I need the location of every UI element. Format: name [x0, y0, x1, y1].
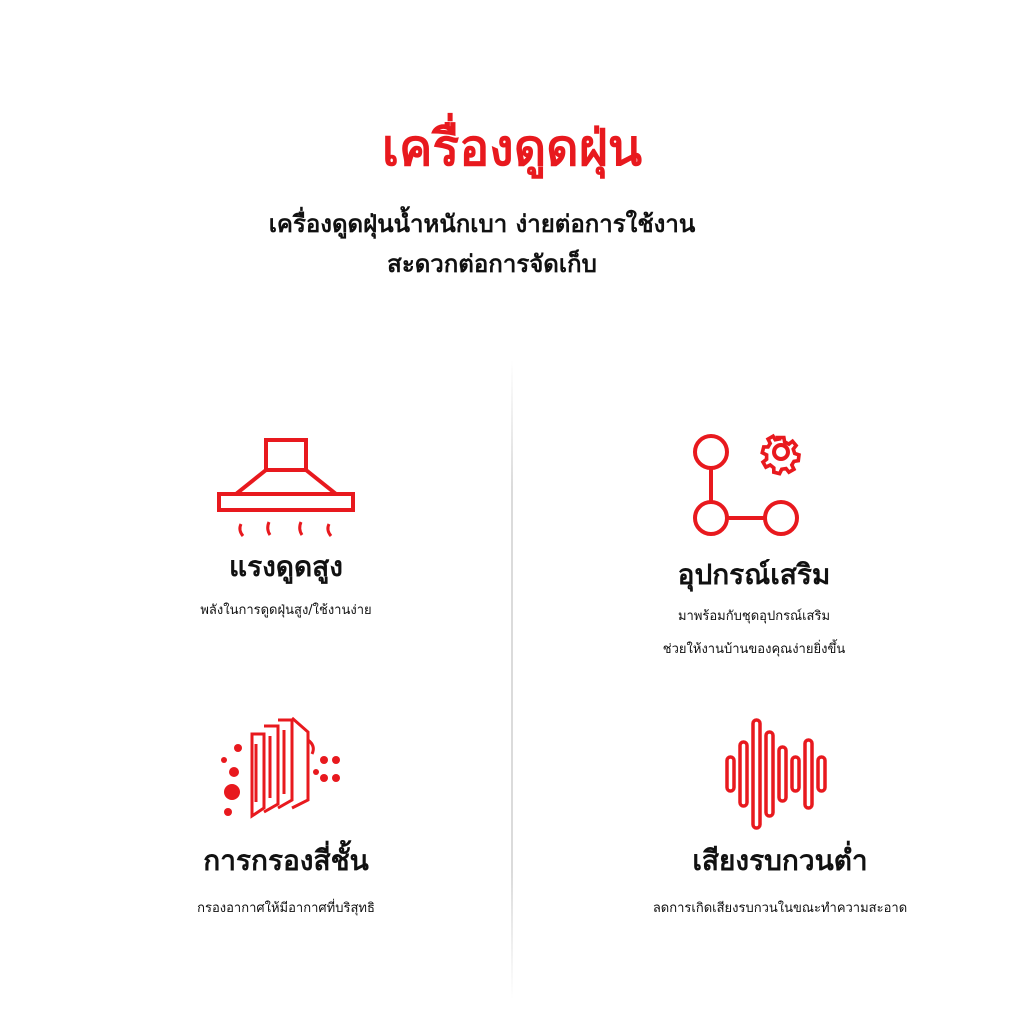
feature-four-layer-filter [96, 712, 476, 917]
feature-title: แรงดูดสูง [229, 550, 343, 583]
filter-layers-icon [216, 712, 356, 822]
subtitle-line-1: เครื่องดูดฝุ่นน้ำหนักเบา ง่ายต่อการใช้งาน [268, 210, 696, 238]
feature-title: เสียงรบกวนต่ำ [692, 844, 868, 877]
feature-description-line-2: ช่วยให้งานบ้านของคุณง่ายยิ่งขึ้น [662, 642, 846, 658]
page-title: เครื่องดูดฝุ่น [381, 119, 643, 177]
accessories-gear-icon [689, 430, 819, 540]
feature-description: ลดการเกิดเสียงรบกวนในขณะทำความสะอาด [652, 900, 908, 916]
feature-description: กรองอากาศให้มีอากาศที่บริสุทธิ [197, 900, 375, 916]
feature-description-line-1: มาพร้อมกับชุดอุปกรณ์เสริม [677, 608, 831, 624]
center-divider [511, 360, 513, 1000]
range-hood-icon [211, 432, 361, 542]
feature-description: พลังในการดูดฝุ่นสูง/ใช้งานง่าย [200, 602, 372, 618]
sound-wave-icon [715, 712, 845, 832]
feature-accessories [564, 430, 944, 659]
feature-suction-power [96, 432, 476, 619]
feature-title: อุปกรณ์เสริม [677, 558, 831, 591]
subtitle-line-2: สะดวกต่อการจัดเก็บ [387, 250, 597, 278]
feature-title: การกรองสี่ชั้น [203, 844, 369, 877]
feature-low-noise [590, 712, 970, 917]
